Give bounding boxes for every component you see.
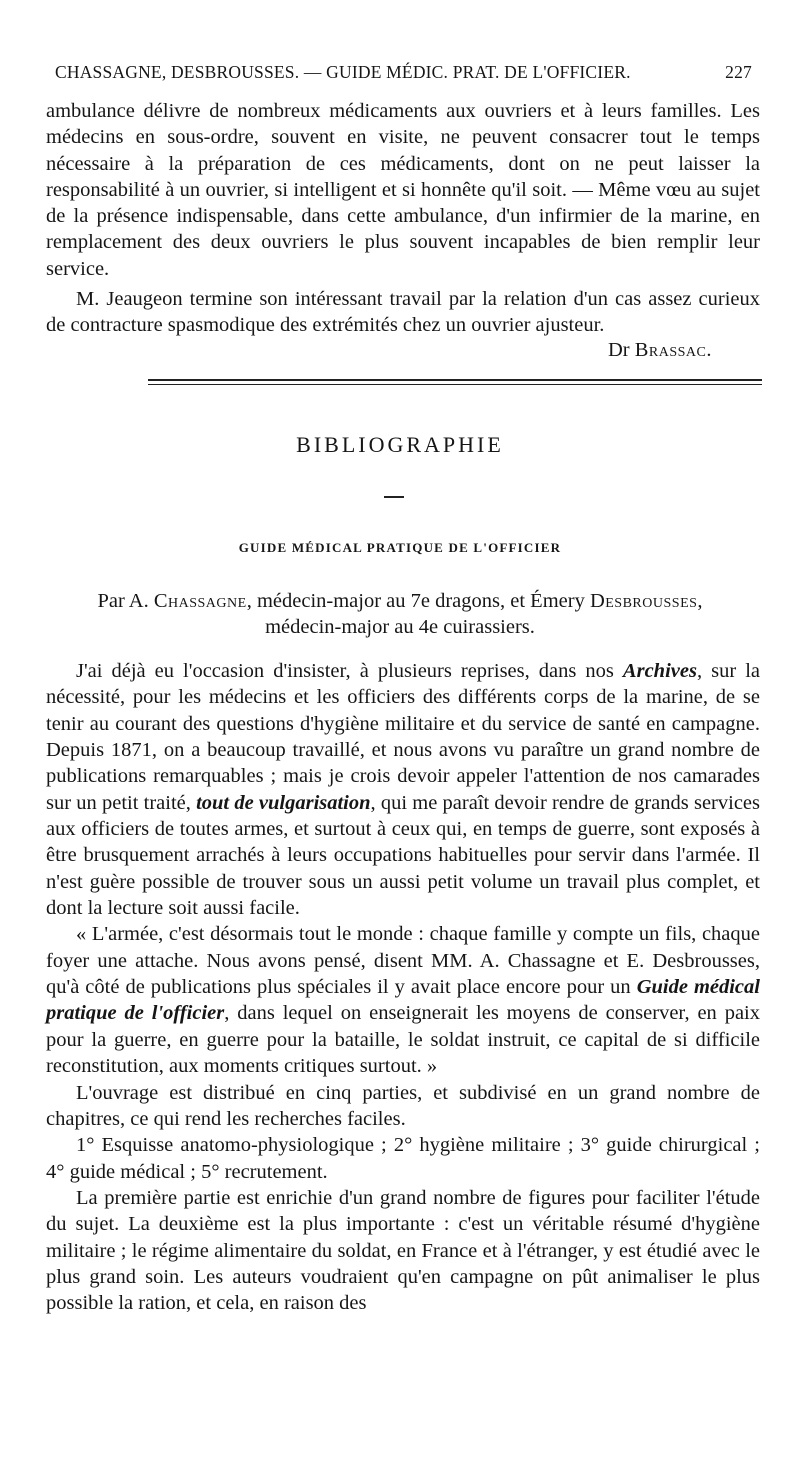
body-paragraph-4: 1° Esquisse anatomo-physiologique ; 2° hygiène militaire ; 3° guide chirurgical ; 4° guide médical ; 5° recrutement. [46, 1134, 760, 1183]
body-paragraph-3: L'ouvrage est distribué en cinq parties, et subdivisé en un grand nombre de chapitres, ce qui rend les recherches faciles. [46, 1081, 760, 1130]
section-heading: BIBLIOGRAPHIE [296, 432, 504, 457]
authors-text: Par A. [97, 590, 154, 612]
section-divider-rule [148, 379, 762, 385]
review-title: GUIDE MÉDICAL PRATIQUE DE L'OFFICIER [238, 540, 562, 555]
emphasis-vulgarisation: tout de vulgarisation [196, 791, 371, 814]
heading-dash [384, 496, 404, 498]
authors-text: , [697, 590, 703, 612]
body-paragraph-2-quote [46, 921, 760, 1079]
author-name-1: Chassagne [153, 590, 247, 612]
review-end-paragraph-1: ambulance délivre de nombreux médicaments aux ouvriers et à leurs familles. Les médecins en sous-ordre, souvent en visite, ne peuvent consacrer tout le temps nécessaire à la préparation de ces médicaments, dont on ne peut laisser la responsabilité à un ouvrier, si intelligent et si honnête qu'il soit. — Même vœu au sujet de la présence indispensable, dans cette ambulance, d'un infirmier de la marine, en remplacement des deux ouvriers le plus souvent incapables de bien remplir leur service. [46, 100, 760, 280]
text-run: , qui me paraît devoir rendre de grands services aux officiers de toutes armes, et surtout à ceux qui, en temps de guerre, sont exposés à être brusquement arrachés à leurs occupations habituelles pour servir dans l'armée. Il n'est guère possible de trouver sous un aussi petit volume un travail plus complet, et dont la lecture soit aussi facile. [46, 791, 760, 920]
emphasis-guide-title: Guide médical pratique de l'officier [46, 976, 760, 1025]
author-name-2: Desbrousses [589, 590, 698, 612]
page-number: 227 [725, 62, 752, 82]
authors-text: , médecin-major au 7e dragons, et Émery [246, 590, 590, 612]
authors-line-2: médecin-major au 4e cuirassiers. [265, 616, 535, 638]
text-run: « L'armée, c'est désormais tout le monde : chaque famille y compte un fils, chaque foyer une attache. Nous avons pensé, disent MM. A. Chassagne et E. Desbrousses, qu'à côté de publications plus spéciales il y avait place encore pour un [46, 923, 760, 999]
emphasis-archives: Archives [622, 660, 697, 682]
review-end-paragraph-2: M. Jeaugeon termine son intéressant travail par la relation d'un cas assez curieux de contracture spasmodique des extrémités chez un ouvrier ajusteur. [46, 288, 760, 337]
running-head [55, 62, 752, 83]
signature-prefix: Dr [607, 339, 630, 361]
review-body [46, 658, 760, 1317]
running-head-title: CHASSAGNE, DESBROUSSES. — GUIDE MÉDIC. PRAT. DE L'OFFICIER. [55, 62, 631, 82]
signature-name: Brassac. [634, 339, 712, 361]
body-paragraph-5: La première partie est enrichie d'un grand nombre de figures pour faciliter l'étude du sujet. La deuxième est la plus importante : c'est un véritable résumé d'hygiène militaire ; le régime alimentaire du soldat, en France et à l'étranger, y est étudié avec le plus grand soin. Les auteurs voudraient qu'en campagne on pût animaliser le plus possible la ration, et cela, en raison des [46, 1186, 760, 1315]
text-run: , dans lequel on enseignerait les moyens de conserver, en paix pour la guerre, en guerre pour la bataille, le soldat instruit, ce capital de si difficile reconstitution, aux moments critiques surtout. » [46, 1002, 760, 1078]
authors-line-1 [0, 588, 800, 614]
review-authors [0, 588, 800, 640]
body-paragraph-1 [46, 658, 760, 921]
signature [608, 339, 712, 362]
text-run: , sur la nécessité, pour les médecins et les officiers des différents corps de la marine, de se tenir au courant des questions d'hygiène militaire et du service de santé en campagne. Depuis 1871, on a beaucoup travaillé, et nous avons vu paraître un grand nombre de publications remarquables ; mais je crois devoir appeler l'attention de nos camarades sur un petit traité, [46, 660, 760, 814]
text-run: J'ai déjà eu l'occasion d'insister, à plusieurs reprises, dans nos [76, 660, 623, 682]
